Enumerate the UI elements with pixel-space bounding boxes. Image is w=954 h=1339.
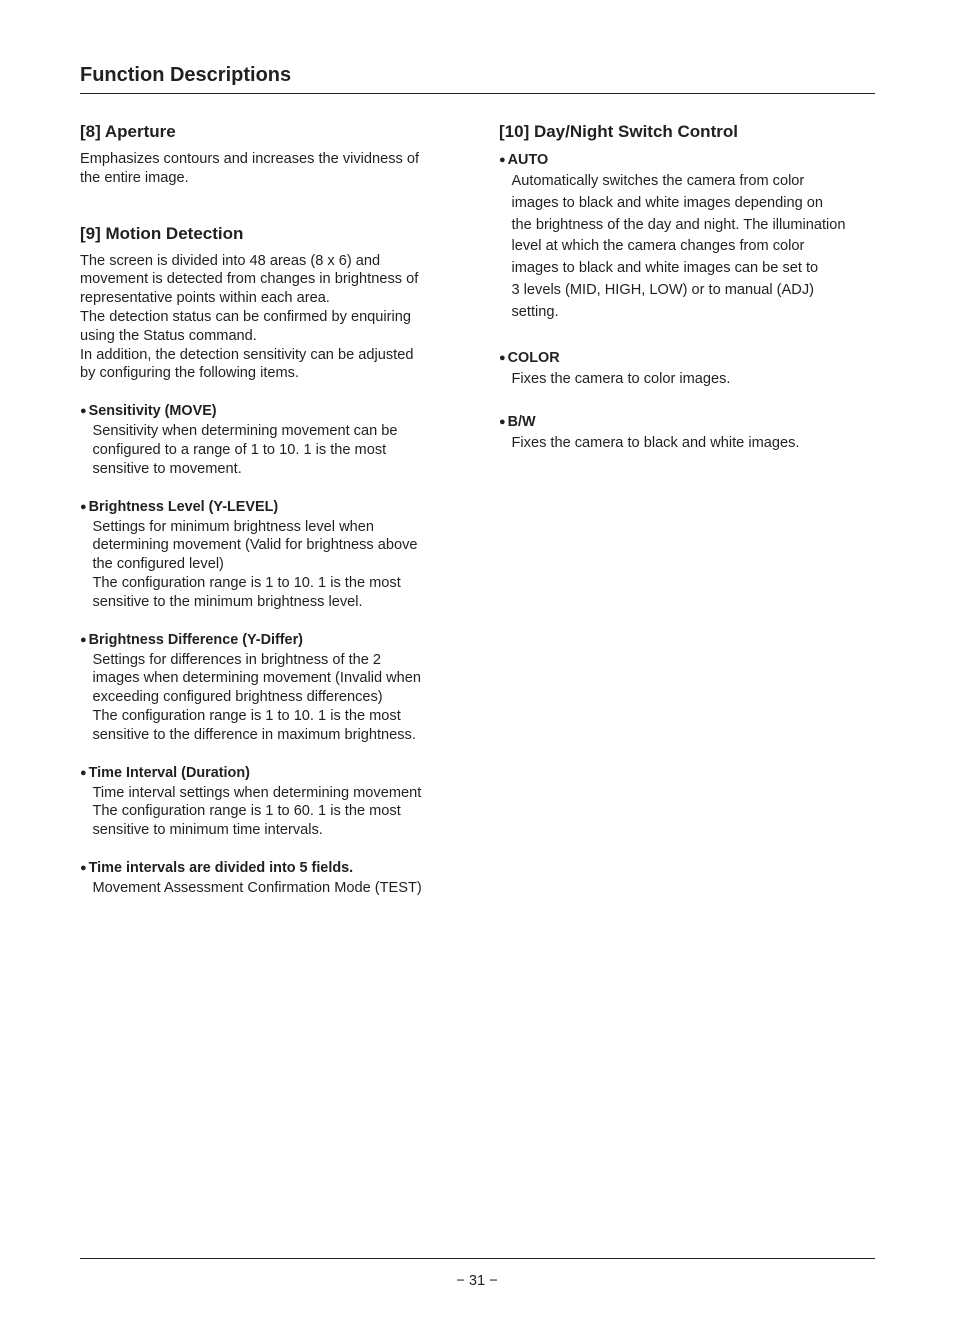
bullet-title: ● Sensitivity (MOVE) — [80, 403, 217, 420]
bullet-icon: ● — [80, 861, 87, 874]
body-line: sensitive to movement. — [92, 460, 242, 477]
aperture-heading: [8] Aperture — [80, 122, 176, 141]
bullet-icon: ● — [499, 351, 506, 364]
bullet-item-brightness-difference — [80, 630, 450, 745]
body-line: movement is detected from changes in brightness of — [80, 271, 419, 288]
bullet-icon: ● — [80, 500, 87, 513]
body-line: The configuration range is 1 to 10. 1 is the most — [92, 707, 401, 724]
body-line: by configuring the following items. — [80, 365, 300, 382]
bullet-body — [80, 879, 450, 898]
body-line: images to black and white images can be set to — [511, 260, 819, 277]
body-line: sensitive to minimum time intervals. — [92, 822, 323, 839]
bullet-item-time-fields — [80, 858, 450, 898]
body-line: The detection status can be confirmed by enquiring — [80, 308, 411, 325]
aperture-section — [80, 120, 450, 188]
bullet-icon: ● — [499, 154, 506, 166]
body-line: The screen is divided into 48 areas (8 x 6) and — [80, 252, 381, 269]
body-line: the entire image. — [80, 169, 189, 186]
bullet-title: ● B/W — [499, 414, 536, 431]
bullet-item-time-interval — [80, 763, 450, 840]
body-line: level at which the camera changes from color — [511, 238, 805, 255]
bullet-body — [80, 518, 450, 612]
bullet-item-sensitivity — [80, 401, 450, 478]
bullet-title: ● Time intervals are divided into 5 fields. — [80, 859, 354, 876]
bullet-body — [80, 651, 450, 745]
bullet-body — [80, 422, 450, 478]
page-title: Function Descriptions — [80, 64, 292, 86]
bullet-title: ● Time Interval (Duration) — [80, 764, 250, 781]
body-line: Fixes the camera to color images. — [511, 370, 731, 387]
daynight-heading: [10] Day/Night Switch Control — [499, 122, 738, 141]
bullet-body — [499, 171, 875, 324]
bullet-icon: ● — [80, 766, 87, 779]
motion-intro — [80, 252, 450, 384]
left-column — [80, 120, 450, 932]
body-line: setting. — [511, 303, 559, 320]
body-line: Automatically switches the camera from color — [511, 173, 805, 189]
body-line: In addition, the detection sensitivity can be adjusted — [80, 346, 414, 363]
body-line: representative points within each area. — [80, 290, 330, 307]
aperture-body — [80, 150, 450, 188]
bullet-icon: ● — [499, 416, 506, 429]
body-line: Settings for differences in brightness of the 2 — [92, 651, 382, 668]
body-line: determining movement (Valid for brightness above — [92, 537, 418, 554]
body-line: sensitive to the difference in maximum brightness. — [92, 726, 416, 743]
body-line: Fixes the camera to black and white images. — [511, 435, 800, 452]
bullet-title: ● Brightness Difference (Y-Differ) — [80, 631, 303, 648]
right-column — [499, 120, 875, 489]
bullet-item-brightness-level — [80, 497, 450, 612]
bullet-item-color — [499, 348, 875, 391]
footer-rule — [80, 1258, 875, 1259]
bullet-body — [499, 369, 875, 391]
body-line: Sensitivity when determining movement can be — [92, 423, 398, 440]
header-rule — [80, 93, 875, 94]
bullet-item-auto — [499, 150, 875, 324]
body-line: sensitive to the minimum brightness level. — [92, 593, 363, 610]
body-line: images when determining movement (Invalid when — [92, 670, 422, 687]
body-line: The configuration range is 1 to 60. 1 is the most — [92, 803, 401, 820]
body-line: the brightness of the day and night. The illumination — [511, 216, 846, 233]
bullet-icon: ● — [80, 633, 87, 646]
body-line: images to black and white images depending on — [511, 194, 824, 211]
bullet-title: ● COLOR — [499, 349, 560, 366]
motion-heading: [9] Motion Detection — [80, 223, 244, 243]
page-number: − 31 − — [456, 1273, 498, 1289]
bullet-body — [499, 433, 875, 455]
body-line: Time interval settings when determining movement — [92, 784, 422, 801]
bullet-icon: ● — [80, 405, 87, 418]
body-line: 3 levels (MID, HIGH, LOW) or to manual (ADJ) — [511, 281, 814, 298]
body-line: Settings for minimum brightness level when — [92, 518, 374, 535]
daynight-section — [499, 120, 875, 455]
body-line: using the Status command. — [80, 327, 257, 344]
bullet-title: ● AUTO — [499, 152, 549, 168]
bullet-body — [80, 784, 450, 840]
bullet-item-bw — [499, 412, 875, 455]
body-line: the configured level) — [92, 556, 224, 573]
body-line: Emphasizes contours and increases the vividness of — [80, 151, 420, 167]
body-line: configured to a range of 1 to 10. 1 is the most — [92, 441, 387, 458]
motion-section — [80, 222, 450, 898]
bullet-title: ● Brightness Level (Y-LEVEL) — [80, 498, 279, 515]
body-line: The configuration range is 1 to 10. 1 is the most — [92, 574, 401, 591]
body-line: Movement Assessment Confirmation Mode (TEST) — [92, 879, 422, 896]
body-line: exceeding configured brightness differences) — [92, 689, 383, 706]
